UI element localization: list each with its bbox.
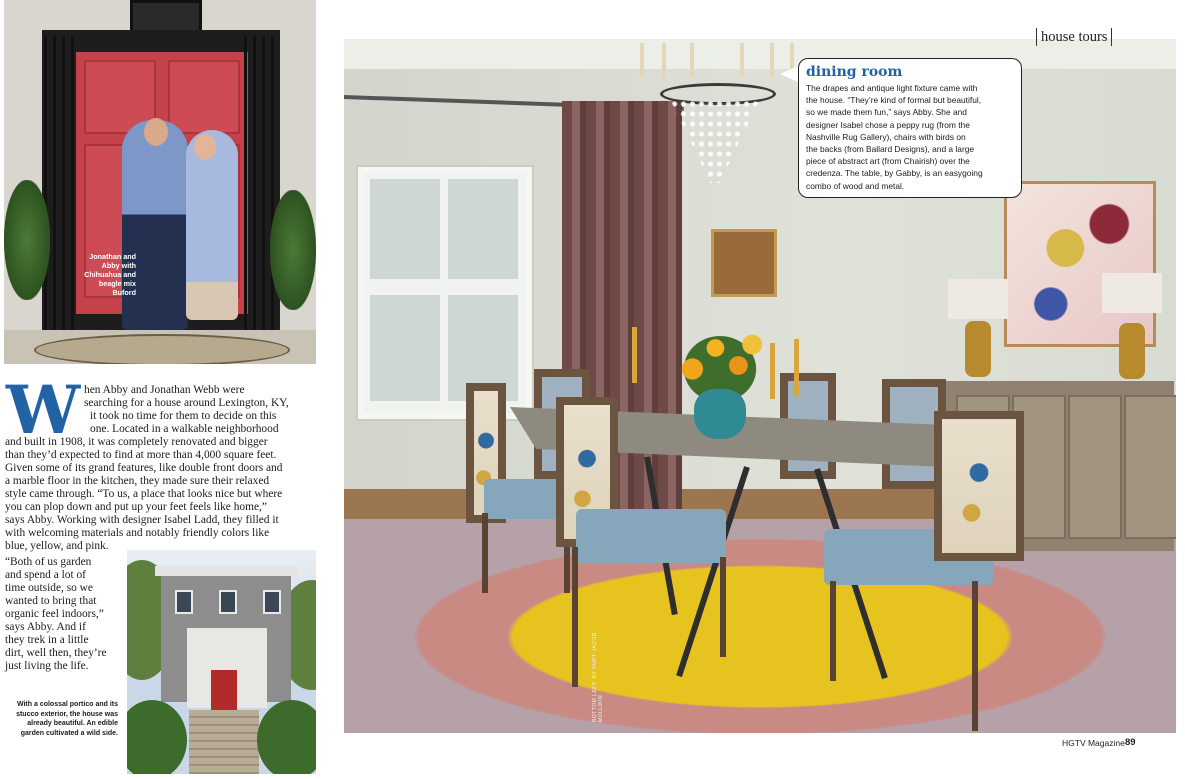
garden-shrub-left bbox=[127, 700, 187, 774]
article-line: they trek in a little bbox=[5, 634, 89, 646]
article-line: style came through. “To us, a place that looks nice but where bbox=[5, 488, 283, 500]
article-line: one. Located in a walkable neighborhood bbox=[90, 423, 279, 435]
yellow-rug bbox=[344, 519, 1176, 733]
lamp-shade-right bbox=[1102, 273, 1162, 313]
article-line: dirt, well then, they’re bbox=[5, 647, 107, 659]
article-line: organic feel indoors,” bbox=[5, 608, 104, 620]
article-line: Given some of its grand features, like double front doors and bbox=[5, 462, 283, 474]
article-line: with welcoming materials and notably friendly colors like bbox=[5, 527, 270, 539]
house-caption: With a colossal portico and its stucco exterior, the house was already beautiful. An edible garden cultivated a wild side. bbox=[16, 701, 118, 737]
article-line: blue, yellow, and pink. bbox=[5, 540, 109, 552]
lamp-base-left bbox=[965, 321, 991, 377]
article-line: wanted to bring that bbox=[5, 595, 97, 607]
article-line: it took no time for them to decide on this bbox=[90, 410, 277, 422]
article-line: hen Abby and Jonathan Webb were bbox=[84, 384, 245, 396]
roofline bbox=[155, 566, 297, 576]
callout-line: the house. “They’re kind of formal but beautiful, bbox=[806, 95, 982, 106]
couple-photo bbox=[4, 0, 316, 364]
callout-heading: dining room bbox=[806, 64, 903, 80]
article-line: than they’d expected to find at more than 4,000 square feet. bbox=[5, 449, 277, 461]
lamp-base-right bbox=[1119, 323, 1145, 379]
chandelier bbox=[630, 39, 800, 189]
window bbox=[358, 167, 532, 419]
callout-line: designer Isabel chose a peppy rug (from the bbox=[806, 119, 970, 130]
article-line: searching for a house around Lexington, KY, bbox=[84, 397, 289, 409]
footer-magazine-name: HGTV Magazine bbox=[1062, 738, 1125, 748]
flower-arrangement bbox=[674, 327, 766, 397]
lamp-shade-left bbox=[948, 279, 1008, 319]
fern-left bbox=[4, 180, 50, 300]
small-painting bbox=[711, 229, 777, 297]
candle bbox=[794, 339, 799, 395]
front-steps bbox=[189, 710, 259, 774]
article-line: and spend a lot of bbox=[5, 569, 86, 581]
doormat bbox=[34, 334, 290, 364]
page-number: 89 bbox=[1125, 737, 1136, 748]
callout-line: The drapes and antique light fixture came with bbox=[806, 83, 978, 93]
article-line: you can plop down and put up your feet feels like home,” bbox=[5, 501, 267, 513]
abby bbox=[186, 130, 238, 320]
photo-credit: BOTTOM LEFT: BY KURT JACOB MULLIKIN bbox=[592, 632, 604, 722]
callout-tail bbox=[780, 66, 798, 82]
callout-line: combo of wood and metal. bbox=[806, 180, 905, 191]
house-exterior-photo bbox=[127, 550, 316, 774]
callout-line: so we made them fun,” says Abby. She and bbox=[806, 107, 967, 118]
jonathan bbox=[122, 120, 188, 330]
jonathan-head bbox=[144, 118, 168, 146]
article-line: says Abby. Working with designer Isabel Ladd, they filled it bbox=[5, 514, 279, 526]
candle bbox=[770, 343, 775, 399]
abby-head bbox=[194, 134, 216, 160]
article-line: time outside, so we bbox=[5, 582, 93, 594]
garden-shrub-right bbox=[257, 700, 316, 774]
couple-caption: Jonathan and Abby with Chihuahua and beagle mix Buford bbox=[84, 252, 136, 297]
callout-line: credenza. The table, by Gabby, is an easygoing bbox=[806, 168, 983, 179]
article-line: says Abby. And if bbox=[5, 621, 86, 633]
callout-line: the backs (from Ballard Designs), and a large bbox=[806, 144, 975, 154]
article-line: “Both of us garden bbox=[5, 556, 92, 568]
dining-room-photo bbox=[344, 39, 1176, 733]
fern-right bbox=[270, 190, 316, 310]
callout-line: piece of abstract art (from Chairish) over the bbox=[806, 156, 970, 167]
drop-cap: W bbox=[6, 371, 77, 449]
callout-line: Nashville Rug Gallery), chairs with birds on bbox=[806, 131, 966, 142]
article-line: a marble floor in the kitchen, they made sure their relaxed bbox=[5, 475, 270, 487]
article-line: and built in 1908, it was completely renovated and bigger bbox=[5, 436, 268, 448]
house-red-door bbox=[211, 670, 237, 710]
article-line: just living the life. bbox=[5, 660, 89, 672]
section-tag: house tours bbox=[1036, 28, 1112, 46]
teal-vase bbox=[694, 389, 746, 439]
candle bbox=[632, 327, 637, 383]
